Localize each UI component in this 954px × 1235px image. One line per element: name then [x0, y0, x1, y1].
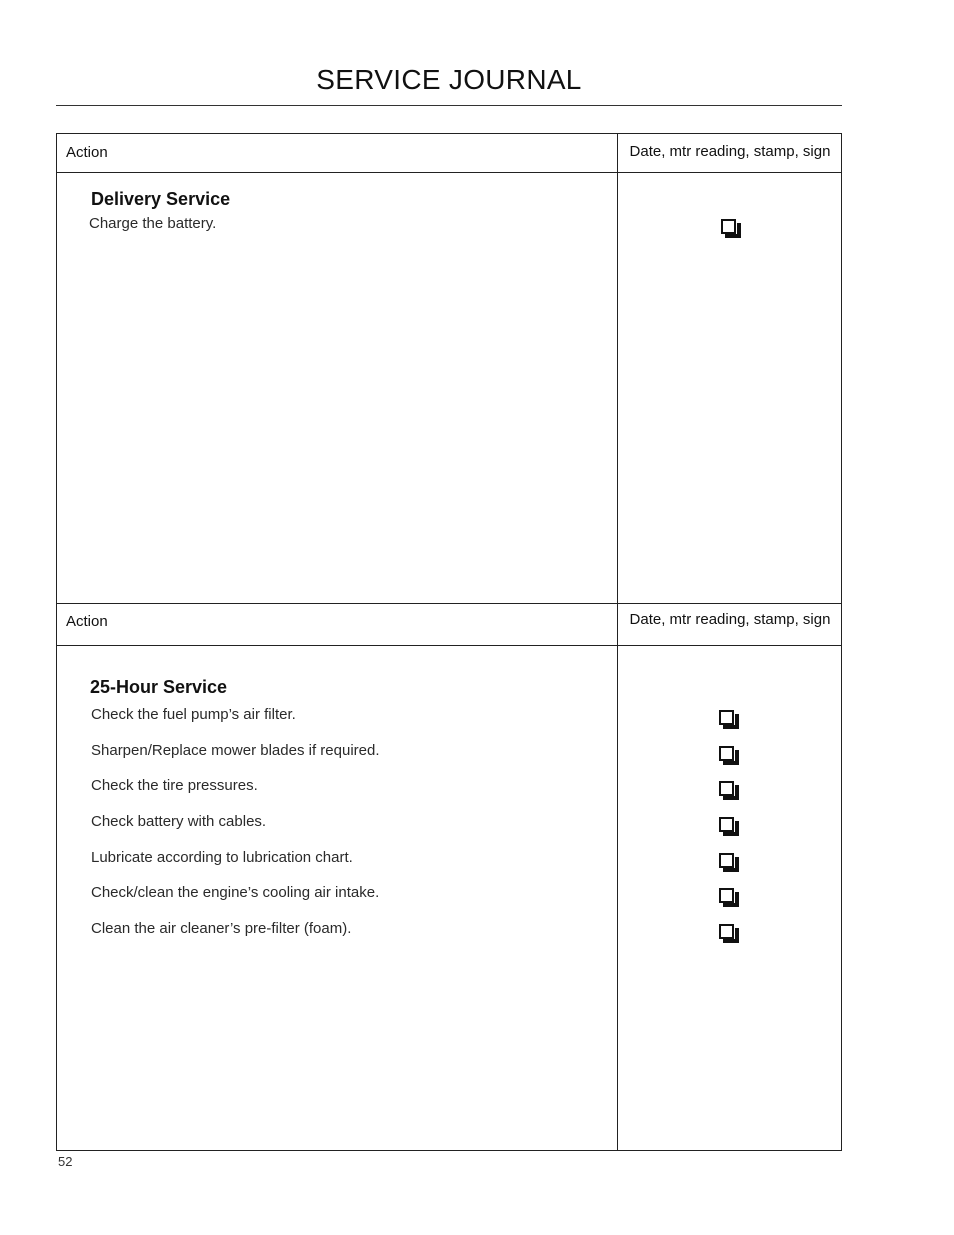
checkbox-icon[interactable]	[719, 853, 734, 868]
header-rule	[57, 172, 841, 173]
title-divider	[56, 105, 842, 106]
task-item: Clean the air cleaner’s pre-filter (foam).	[91, 920, 352, 937]
page-title: SERVICE JOURNAL	[316, 64, 582, 95]
section-title-25-hour-service: 25-Hour Service	[90, 677, 228, 697]
task-item: Charge the battery.	[89, 215, 217, 232]
section-rule	[57, 603, 841, 604]
task-item: Check the fuel pump’s air filter.	[91, 706, 296, 723]
service-journal-table	[56, 133, 842, 1151]
task-item: Check/clean the engine’s cooling air intake.	[91, 884, 380, 901]
header-action: Action	[66, 613, 108, 630]
header-date-stamp: Date, mtr reading, stamp, sign	[629, 143, 831, 160]
task-item: Check battery with cables.	[91, 813, 267, 830]
header-rule	[57, 645, 841, 646]
header-date-stamp: Date, mtr reading, stamp, sign	[629, 611, 831, 628]
checkbox-icon[interactable]	[719, 781, 734, 796]
checkbox-icon[interactable]	[719, 746, 734, 761]
checkbox-icon[interactable]	[719, 817, 734, 832]
header-action: Action	[66, 144, 108, 161]
page-number: 52	[58, 1154, 73, 1169]
task-item: Check the tire pressures.	[91, 777, 258, 794]
column-divider	[617, 134, 618, 1150]
task-item: Lubricate according to lubrication chart.	[91, 849, 353, 866]
checkbox-icon[interactable]	[721, 219, 736, 234]
checkbox-icon[interactable]	[719, 888, 734, 903]
checkbox-icon[interactable]	[719, 710, 734, 725]
checkbox-icon[interactable]	[719, 924, 734, 939]
task-item: Sharpen/Replace mower blades if required.	[91, 742, 380, 759]
section-title-delivery-service: Delivery Service	[91, 189, 231, 209]
